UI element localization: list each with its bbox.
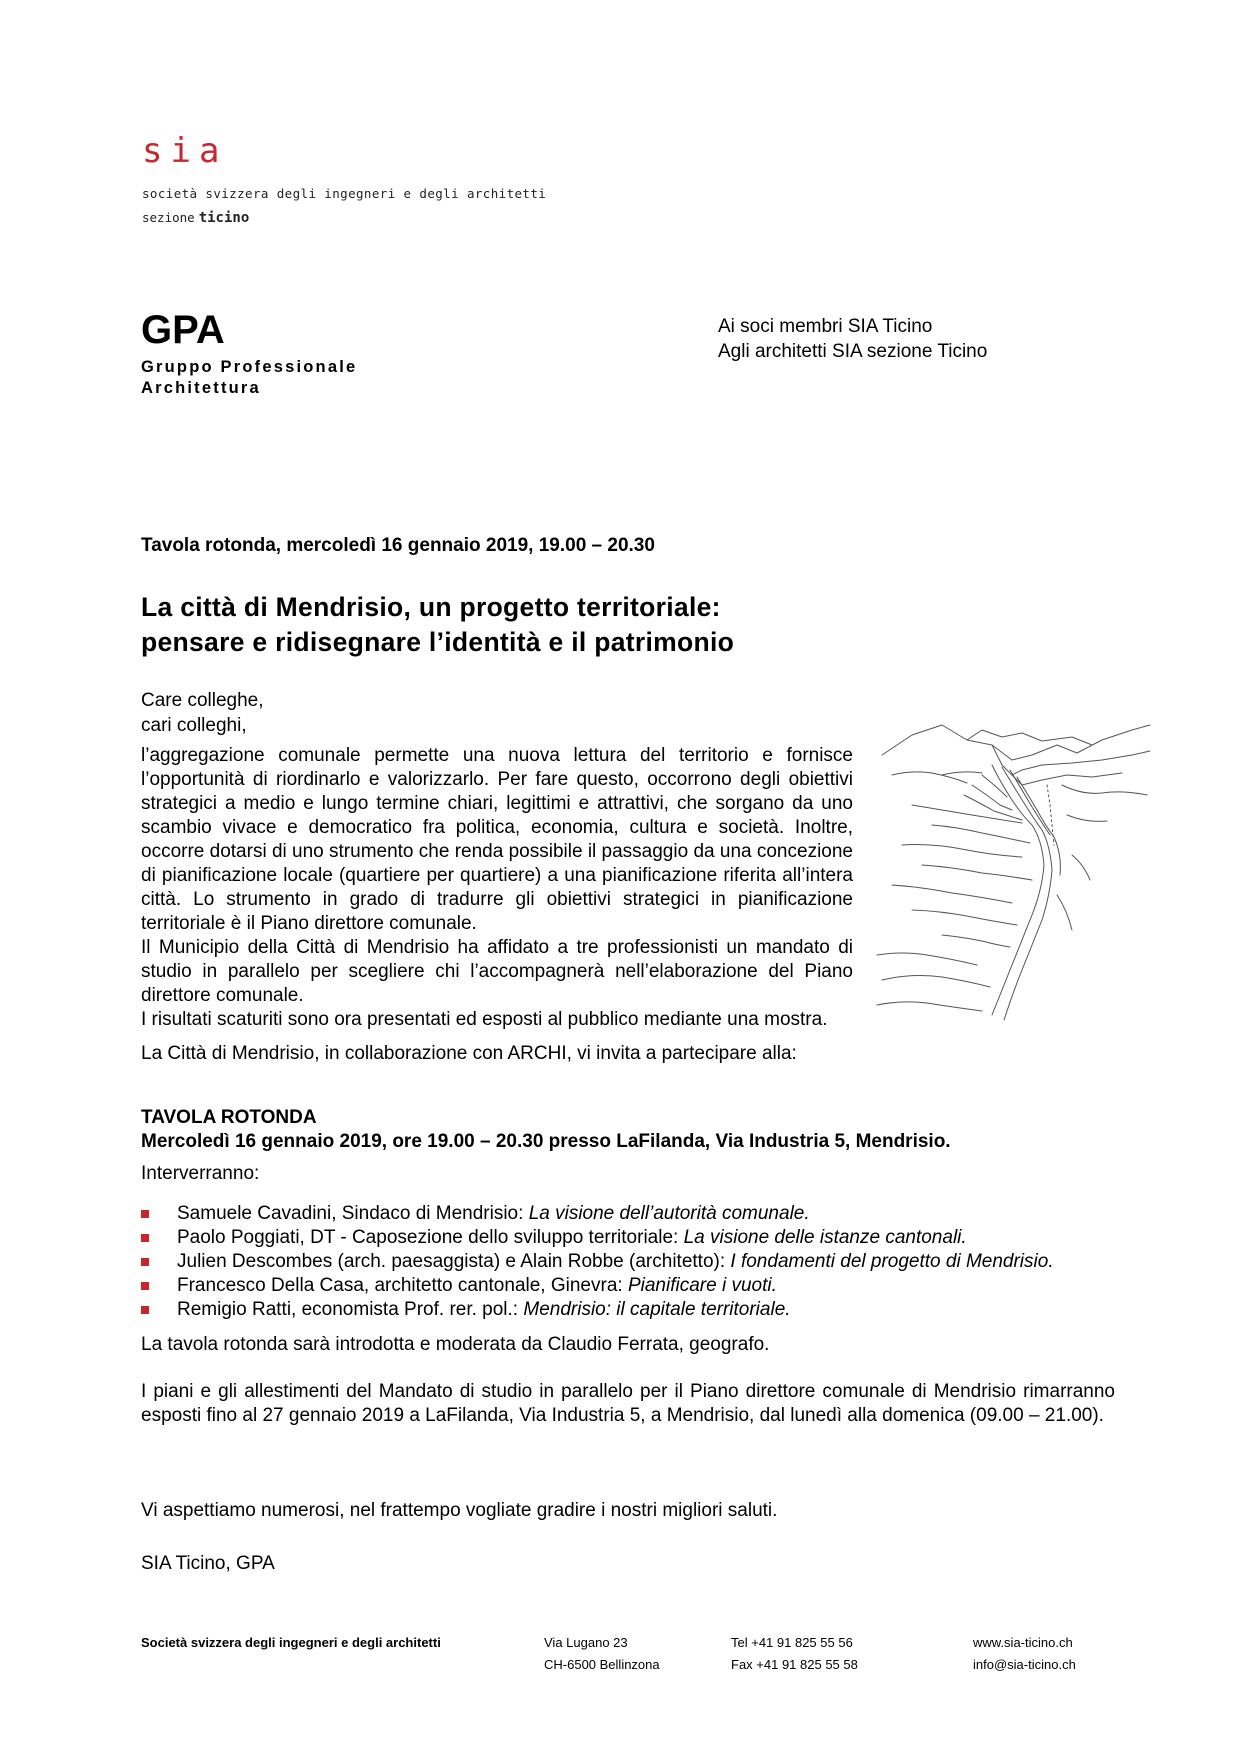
gpa-subtitle-line2: Architettura — [141, 379, 261, 397]
speaker-name: Samuele Cavadini, Sindaco di Mendrisio: — [177, 1203, 529, 1224]
exhibition-note: I piani e gli allestimenti del Mandato di studio in parallelo per il Piano direttore comunale di Mendrisio rimarranno esposti fino al 27 gennaio 2019 a LaFilanda, Via Industria 5, a Mendrisio, dal lunedì alla domenica (09.00 – 21.00). — [141, 1381, 1115, 1426]
speaker-item — [141, 1274, 1054, 1298]
footer-web-link[interactable]: www.sia-ticino.ch — [973, 1635, 1073, 1650]
speaker-item — [141, 1298, 1054, 1322]
speaker-name: Francesco Della Casa, architetto cantonale, Ginevra: — [177, 1275, 628, 1296]
body-paragraph-2: Il Municipio della Città di Mendrisio ha affidato a tre professionisti un mandato di studio in parallelo per scegliere chi l’accompagnerà nell’elaborazione del Piano direttore comunale. — [141, 937, 853, 1006]
bullet-square-icon — [141, 1306, 149, 1314]
speaker-name: Julien Descombes (arch. paesaggista) e Alain Robbe (architetto): — [177, 1251, 731, 1272]
sia-logo: sia — [142, 131, 228, 171]
recipient-line2: Agli architetti SIA sezione Ticino — [718, 341, 988, 362]
gpa-subtitle-line1: Gruppo Professionale — [141, 358, 358, 376]
bullet-square-icon — [141, 1282, 149, 1290]
speaker-item — [141, 1226, 1054, 1250]
main-title-line1: La città di Mendrisio, un progetto territoriale: — [141, 592, 721, 622]
body-paragraph-4: La Città di Mendrisio, in collaborazione con ARCHI, vi invita a partecipare alla: — [141, 1043, 797, 1064]
greeting — [141, 688, 264, 738]
bullet-square-icon — [141, 1234, 149, 1242]
interverranno-label: Interverranno: — [141, 1163, 260, 1184]
moderation-note: La tavola rotonda sarà introdotta e moderata da Claudio Ferrata, geografo. — [141, 1334, 770, 1355]
speaker-item — [141, 1202, 1054, 1226]
sezione-name: ticino — [198, 210, 250, 226]
speaker-topic: I fondamenti del progetto di Mendrisio. — [730, 1251, 1054, 1272]
bullet-square-icon — [141, 1210, 149, 1218]
footer-city: CH-6500 Bellinzona — [544, 1657, 660, 1672]
speaker-name: Remigio Ratti, economista Prof. rer. pol.: — [177, 1299, 524, 1320]
bullet-square-icon — [141, 1258, 149, 1266]
footer-fax: Fax +41 91 825 55 58 — [731, 1657, 858, 1672]
footer-email-link[interactable]: info@sia-ticino.ch — [973, 1657, 1076, 1672]
sia-logo-sezione — [142, 210, 249, 226]
recipient-line1: Ai soci membri SIA Ticino — [718, 316, 933, 337]
speakers-list — [141, 1202, 1054, 1322]
recipients-block — [718, 314, 987, 364]
footer-address — [544, 1632, 660, 1676]
greeting-line1: Care colleghe, — [141, 690, 264, 711]
speaker-topic: Pianificare i vuoti. — [627, 1275, 777, 1296]
footer-phone — [731, 1632, 858, 1676]
footer-organization: Società svizzera degli ingegneri e degli architetti — [141, 1635, 441, 1650]
speaker-topic: La visione delle istanze cantonali. — [683, 1227, 967, 1248]
speaker-topic: Mendrisio: il capitale territoriale. — [523, 1299, 791, 1320]
footer-tel: Tel +41 91 825 55 56 — [731, 1635, 853, 1650]
body-paragraph-1: l’aggregazione comunale permette una nuova lettura del territorio e fornisce l’opportunità di riordinarlo e valorizzarlo. Per fare questo, occorrono degli obiettivi strategici a medio e lungo termine chiari, legittimi e attrattivi, che sorgano da uno scambio vivace e democratico fra politica, economia, cultura e società. Inoltre, occorre dotarsi di uno strumento che renda possibile il passaggio da una concezione di pianificazione locale (quartiere per quartiere) a una pianificazione riferita all’intera città. Lo strumento in grado di tradurre gli obiettivi strategici in pianificazione territoriale è il Piano direttore comunale. — [141, 745, 853, 934]
greeting-line2: cari colleghi, — [141, 715, 247, 736]
footer-contacts — [973, 1632, 1076, 1676]
main-title — [141, 590, 734, 660]
tavola-rotonda-block — [141, 1106, 951, 1154]
event-line: Tavola rotonda, mercoledì 16 gennaio 2019, 19.00 – 20.30 — [141, 535, 655, 556]
main-title-line2: pensare e ridisegnare l’identità e il patrimonio — [141, 627, 735, 657]
closing-greeting: Vi aspettiamo numerosi, nel frattempo vogliate gradire i nostri migliori saluti. — [141, 1500, 778, 1521]
gpa-title: GPA — [141, 308, 225, 352]
sezione-label: sezione — [142, 210, 195, 225]
body-paragraph-3: I risultati scaturiti sono ora presentati ed esposti al pubblico mediante una mostra. — [141, 1009, 828, 1030]
tavola-heading: TAVOLA ROTONDA — [141, 1107, 317, 1128]
tavola-details: Mercoledì 16 gennaio 2019, ore 19.00 – 20.30 presso LaFilanda, Via Industria 5, Mendrisio. — [141, 1131, 951, 1152]
gpa-subtitle — [141, 357, 357, 399]
body-text — [141, 744, 853, 1066]
speaker-topic: La visione dell’autorità comunale. — [528, 1203, 810, 1224]
speaker-item — [141, 1250, 1054, 1274]
sia-logo-subtitle: società svizzera degli ingegneri e degli architetti — [142, 186, 547, 201]
territory-sketch-image — [872, 715, 1152, 1035]
speaker-name: Paolo Poggiati, DT - Caposezione dello sviluppo territoriale: — [177, 1227, 684, 1248]
signature: SIA Ticino, GPA — [141, 1553, 275, 1574]
footer-street: Via Lugano 23 — [544, 1635, 628, 1650]
